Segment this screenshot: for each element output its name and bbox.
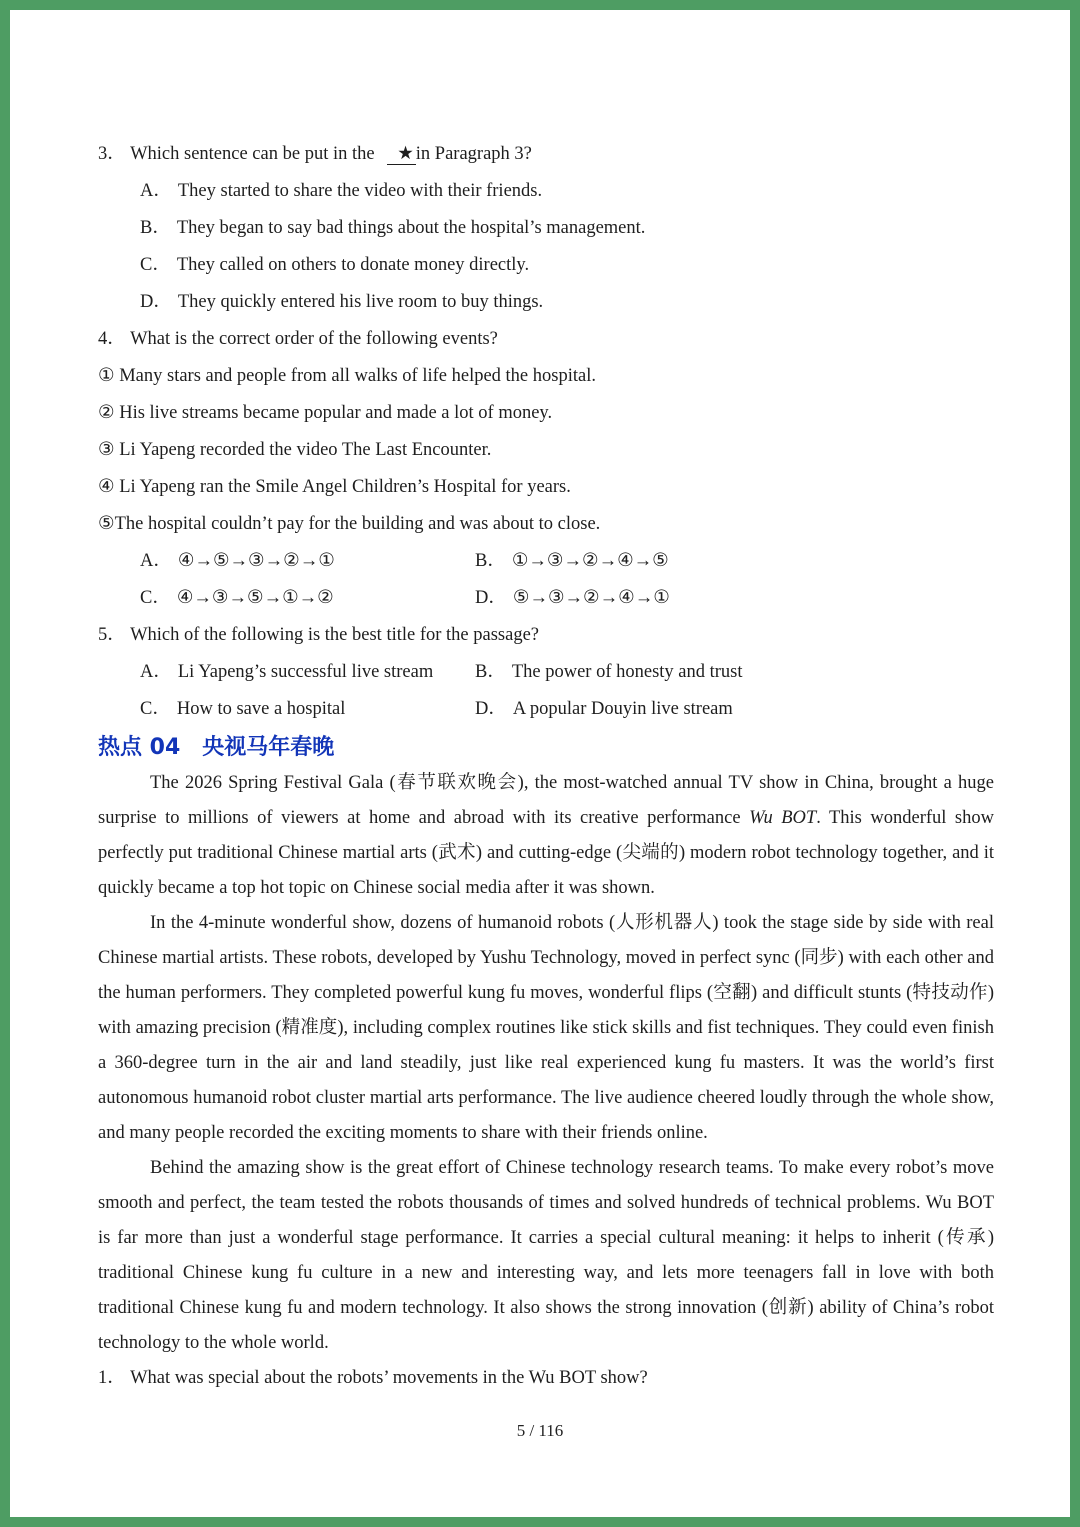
event-item: ④ Li Yapeng ran the Smile Angel Children’s Hospital for years.	[98, 477, 571, 497]
page-content	[98, 136, 994, 1396]
option-text: ④→③→⑤→①→②	[176, 588, 334, 608]
option-label: A．	[140, 551, 172, 571]
option-text: A popular Douyin live stream	[512, 699, 733, 719]
question-number: 4．	[98, 329, 126, 349]
option-row	[98, 580, 994, 617]
option-text: They called on others to donate money directly.	[176, 255, 530, 275]
option-a	[98, 173, 994, 210]
option-label: A．	[140, 662, 172, 682]
section-heading	[98, 730, 994, 766]
question-5-stem	[98, 617, 994, 654]
option-text: They quickly entered his live room to buy things.	[177, 292, 544, 312]
question-text: Which of the following is the best title for the passage?	[130, 625, 540, 645]
option-label: C．	[140, 588, 171, 608]
option-label: C．	[140, 699, 171, 719]
event-item: ⑤The hospital couldn’t pay for the building and was about to close.	[98, 514, 601, 534]
option-row	[98, 691, 994, 728]
star-icon: ★	[397, 144, 414, 164]
passage-paragraph-1	[98, 766, 994, 906]
option-label: D．	[140, 292, 172, 312]
option-text: Li Yapeng’s successful live stream	[177, 662, 434, 682]
event-item: ① Many stars and people from all walks of life helped the hospital.	[98, 366, 596, 386]
option-label: B．	[475, 662, 506, 682]
option-c	[140, 691, 475, 728]
option-a	[140, 654, 475, 691]
option-label: D．	[475, 699, 507, 719]
option-row	[98, 543, 994, 580]
option-label: A．	[140, 181, 172, 201]
option-label: C．	[140, 255, 171, 275]
question-number: 3．	[98, 144, 126, 164]
option-label: D．	[475, 588, 507, 608]
option-row	[98, 654, 994, 691]
section-tag: 热点 04	[98, 735, 181, 760]
question-text: in Paragraph 3?	[415, 144, 532, 164]
option-label: B．	[475, 551, 506, 571]
section-title: 央视马年春晚	[202, 735, 335, 760]
option-text: They started to share the video with their friends.	[177, 181, 543, 201]
paragraph-text: . This wonderful show perfectly put traditional Chinese martial arts (武术) and cutting-edge (尖端的) modern robot technology together, and it quickly became a top hot topic on Chinese social media after it was shown.	[98, 808, 994, 898]
option-b	[475, 543, 810, 580]
option-d	[475, 691, 810, 728]
option-label: B．	[140, 218, 171, 238]
option-text: They began to say bad things about the hospital’s management.	[176, 218, 646, 238]
option-b	[98, 210, 994, 247]
option-text: ④→⑤→③→②→①	[177, 551, 335, 571]
show-name: Wu BOT	[749, 808, 817, 828]
question-number: 1．	[98, 1368, 126, 1388]
option-d	[98, 284, 994, 321]
question-text: What is the correct order of the following events?	[130, 329, 498, 349]
option-b	[475, 654, 810, 691]
paragraph-text: The 2026 Spring Festival Gala (春节联欢晚会), the most-watched annual TV show in China, brought a huge surprise to millions of viewers at home and abroad with its creative performance	[98, 773, 994, 828]
option-text: ⑤→③→②→④→①	[512, 588, 670, 608]
question-text: What was special about the robots’ movements in the Wu BOT show?	[130, 1368, 648, 1388]
passage-paragraph-2: In the 4-minute wonderful show, dozens of humanoid robots (人形机器人) took the stage side by side with real Chinese martial artists. These robots, developed by Yushu Technology, moved in perfect sync (同步) with each other and the human performers. They completed powerful kung fu moves, wonderful flips (空翻) and difficult stunts (特技动作) with amazing precision (精准度), including complex routines like stick skills and fist techniques. They could even finish a 360-degree turn in the air and land steadily, just like real experienced kung fu masters. It was the world’s first autonomous humanoid robot cluster martial arts performance. The live audience cheered loudly through the whole show, and many people recorded the exciting moments to share with their friends online.	[98, 913, 994, 1143]
passage-paragraph-3: Behind the amazing show is the great effort of Chinese technology research teams. To make every robot’s move smooth and perfect, the team tested the robots thousands of times and solved hundreds of technical problems. Wu BOT is far more than just a wonderful stage performance. It carries a special cultural meaning: it helps to inherit (传承) traditional Chinese kung fu culture in a new and interesting way, and lets more teenagers fall in love with both traditional Chinese kung fu and modern technology. It also shows the strong innovation (创新) ability of China’s robot technology to the whole world.	[98, 1158, 994, 1353]
question-3-stem	[98, 136, 994, 173]
option-c	[140, 580, 475, 617]
question-number: 5．	[98, 625, 126, 645]
event-item: ② His live streams became popular and made a lot of money.	[98, 403, 553, 423]
document-page	[10, 10, 1070, 1517]
option-text: ①→③→②→④→⑤	[511, 551, 669, 571]
event-item: ③ Li Yapeng recorded the video The Last Encounter.	[98, 440, 492, 460]
option-text: How to save a hospital	[176, 699, 346, 719]
blank-star	[387, 144, 416, 165]
option-c	[98, 247, 994, 284]
page-number: 5 / 116	[516, 1421, 564, 1440]
question-1-stem	[98, 1361, 994, 1396]
question-text: Which sentence can be put in the	[130, 144, 375, 164]
option-a	[140, 543, 475, 580]
question-4-stem	[98, 321, 994, 358]
option-text: The power of honesty and trust	[511, 662, 743, 682]
option-d	[475, 580, 810, 617]
